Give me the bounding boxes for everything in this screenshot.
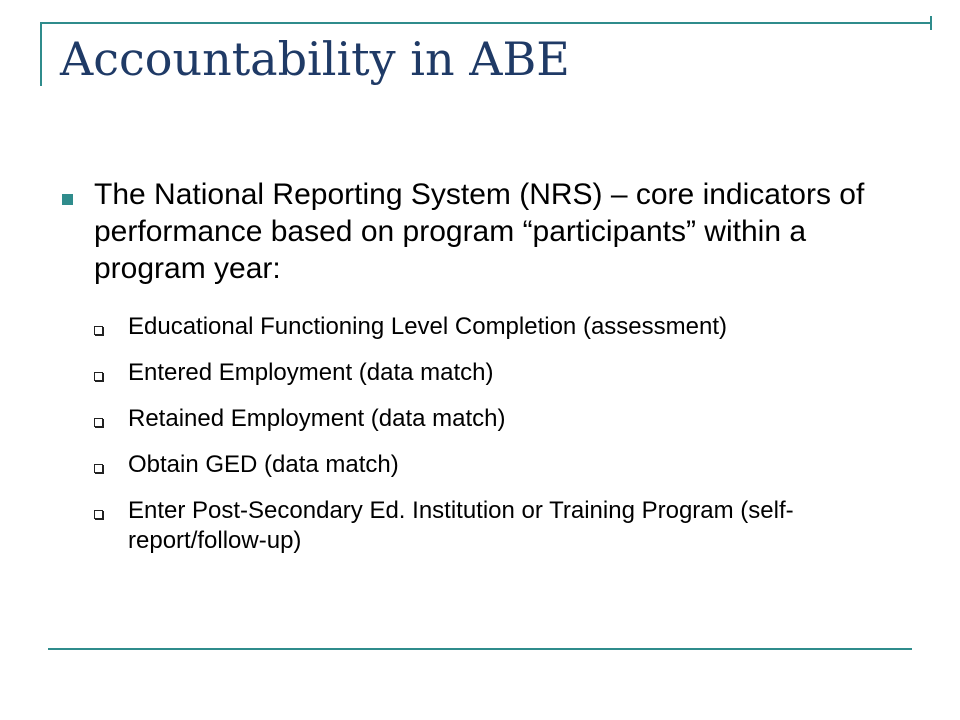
sub-bullet-item: [94, 312, 894, 342]
top-rule-endcap: [930, 16, 932, 30]
checkbox-bullet-icon: [94, 464, 103, 473]
bottom-rule: [48, 648, 912, 650]
sub-bullet-text: Enter Post-Secondary Ed. Institution or Training Program (self-report/follow-up): [128, 497, 794, 554]
checkbox-bullet-icon: [94, 326, 103, 335]
checkbox-bullet-icon: [94, 418, 103, 427]
sub-bullet-item: [94, 496, 894, 556]
top-rule: [40, 22, 932, 24]
sub-bullet-item: [94, 358, 894, 388]
checkbox-bullet-icon: [94, 372, 103, 381]
sub-bullet-item: [94, 450, 894, 480]
slide-title: Accountability in ABE: [60, 32, 570, 86]
sub-bullet-text: Educational Functioning Level Completion (assessment): [128, 313, 727, 340]
sub-bullet-list: [94, 312, 894, 556]
sub-bullet-text: Retained Employment (data match): [128, 405, 506, 432]
main-bullet-text: The National Reporting System (NRS) – core indicators of performance based on program “participants” within a program year:: [94, 178, 865, 285]
square-bullet-icon: [62, 194, 73, 205]
left-rule: [40, 22, 42, 86]
checkbox-bullet-icon: [94, 510, 103, 519]
sub-bullet-item: [94, 404, 894, 434]
sub-bullet-text: Entered Employment (data match): [128, 359, 494, 386]
sub-bullet-text: Obtain GED (data match): [128, 451, 399, 478]
